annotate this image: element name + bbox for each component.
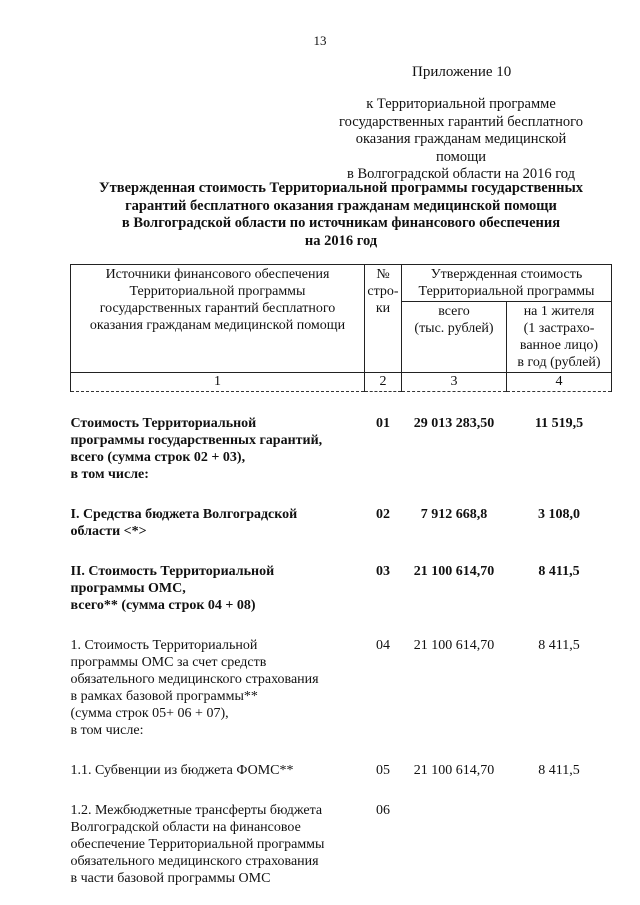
header-line: на 1 жителя <box>523 304 595 319</box>
row-source-line: в том числе: <box>70 467 149 482</box>
header-line: ванное лицо) <box>519 338 599 353</box>
table-row <box>71 762 612 779</box>
row-source-name <box>71 802 365 887</box>
row-source-line: 1.1. Субвенции из бюджета ФОМС** <box>70 763 294 778</box>
subtitle-line: в Волгоградской области на 2016 год <box>347 166 575 182</box>
header-line: оказания гражданам медицинской помощи <box>89 318 346 333</box>
row-per-capita: 8 411,5 <box>538 564 580 579</box>
header-line: Источники финансового обеспечения <box>105 267 330 282</box>
row-total: 21 100 614,70 <box>413 638 495 653</box>
row-spacer <box>71 614 612 637</box>
row-total <box>402 802 507 887</box>
spacer-cell <box>71 483 612 506</box>
row-source-name <box>71 637 365 739</box>
row-source-name <box>71 762 365 779</box>
row-source-line: Стоимость Территориальной <box>70 416 257 431</box>
row-per-capita: 3 108,0 <box>538 507 580 522</box>
row-source-name <box>71 415 365 483</box>
row-source-line: всего** (сумма строк 04 + 08) <box>70 598 256 613</box>
row-source-line: обеспечение Территориальной программы <box>70 837 325 852</box>
row-total: 21 100 614,70 <box>413 564 495 579</box>
table-row <box>71 637 612 739</box>
column-number: 1 <box>71 373 365 392</box>
row-source-line: II. Стоимость Территориальной <box>70 564 275 579</box>
row-total: 29 013 283,50 <box>413 416 495 431</box>
row-source-line: 1.2. Межбюджетные трансферты бюджета <box>70 803 323 818</box>
column-number: 2 <box>365 373 402 392</box>
header-line: (тыс. рублей) <box>414 321 494 336</box>
header-approved-cost <box>402 265 612 302</box>
spacer-cell <box>71 392 612 416</box>
header-per-capita <box>507 302 612 373</box>
row-source-line: программы ОМС, <box>70 581 186 596</box>
header-source <box>71 265 365 373</box>
spacer-cell <box>71 614 612 637</box>
column-number: 3 <box>402 373 507 392</box>
subtitle-line: оказания гражданам медицинской помощи <box>355 131 567 165</box>
row-source-name <box>71 563 365 614</box>
appendix-subtitle <box>330 96 592 184</box>
row-per-capita: 8 411,5 <box>538 763 580 778</box>
row-source-line: 1. Стоимость Территориальной <box>70 638 258 653</box>
title-line: в Волгоградской области по источникам финансового обеспечения <box>121 215 561 231</box>
row-source-line: области <*> <box>70 524 147 539</box>
header-line: Территориальной программы <box>129 284 306 299</box>
column-number: 4 <box>507 373 612 392</box>
header-line: Утвержденная стоимость <box>430 267 583 282</box>
document-title <box>70 180 612 250</box>
header-line: (1 застрахо- <box>523 321 595 336</box>
header-line: в год (рублей) <box>517 355 601 370</box>
row-source-line: программы ОМС за счет средств <box>70 655 267 670</box>
subtitle-line: к Территориальной программе <box>366 96 556 112</box>
title-line: Утвержденная стоимость Территориальной программы государственных <box>98 180 584 196</box>
header-line: государственных гарантий бесплатного <box>99 301 336 316</box>
row-source-name <box>71 506 365 540</box>
header-line: Территориальной программы <box>418 284 595 299</box>
header-row-number <box>365 265 402 373</box>
spacer-cell <box>71 540 612 563</box>
row-code: 05 <box>376 763 390 778</box>
appendix-label: Приложение 10 <box>412 64 512 80</box>
table-row <box>71 506 612 540</box>
row-code: 01 <box>376 416 390 431</box>
row-code: 03 <box>376 564 390 579</box>
table-row <box>71 563 612 614</box>
header-line: стро- <box>367 284 399 299</box>
row-spacer <box>71 392 612 416</box>
column-number-row <box>71 373 612 392</box>
row-source-line: Волгоградской области на финансовое <box>70 820 301 835</box>
row-code: 02 <box>376 507 390 522</box>
row-total: 7 912 668,8 <box>420 507 488 522</box>
table-body <box>71 392 612 888</box>
row-source-line: обязательного медицинского страхования <box>70 672 319 687</box>
table-row <box>71 802 612 887</box>
subtitle-line: государственных гарантий бесплатного <box>339 113 583 130</box>
spacer-cell <box>71 739 612 762</box>
row-per-capita: 8 411,5 <box>538 638 580 653</box>
row-source-line: всего (сумма строк 02 + 03), <box>70 450 246 465</box>
row-source-line: обязательного медицинского страхования <box>70 854 319 869</box>
row-per-capita <box>507 802 612 887</box>
header-line: № <box>376 267 390 282</box>
row-spacer <box>71 779 612 802</box>
row-spacer <box>71 739 612 762</box>
title-line: гарантий бесплатного оказания гражданам медицинской помощи <box>125 197 557 214</box>
row-source-line: в том числе: <box>70 723 144 738</box>
cost-table <box>70 264 612 887</box>
spacer-cell <box>71 779 612 802</box>
row-code: 04 <box>376 638 390 653</box>
header-line: всего <box>438 304 470 319</box>
row-per-capita: 11 519,5 <box>534 416 584 431</box>
title-line: на 2016 год <box>304 232 378 249</box>
row-source-line: программы государственных гарантий, <box>70 433 323 448</box>
row-source-line: в рамках базовой программы** <box>70 689 258 704</box>
row-spacer <box>71 483 612 506</box>
header-line: ки <box>375 301 391 316</box>
row-source-line: в части базовой программы ОМС <box>70 871 271 886</box>
page-number: 13 <box>313 33 327 48</box>
header-total <box>402 302 507 373</box>
row-total: 21 100 614,70 <box>413 763 495 778</box>
table-row <box>71 415 612 483</box>
row-code: 06 <box>376 803 390 818</box>
row-source-line: I. Средства бюджета Волгоградской <box>70 507 298 522</box>
row-source-line: (сумма строк 05+ 06 + 07), <box>70 706 229 721</box>
row-spacer <box>71 540 612 563</box>
